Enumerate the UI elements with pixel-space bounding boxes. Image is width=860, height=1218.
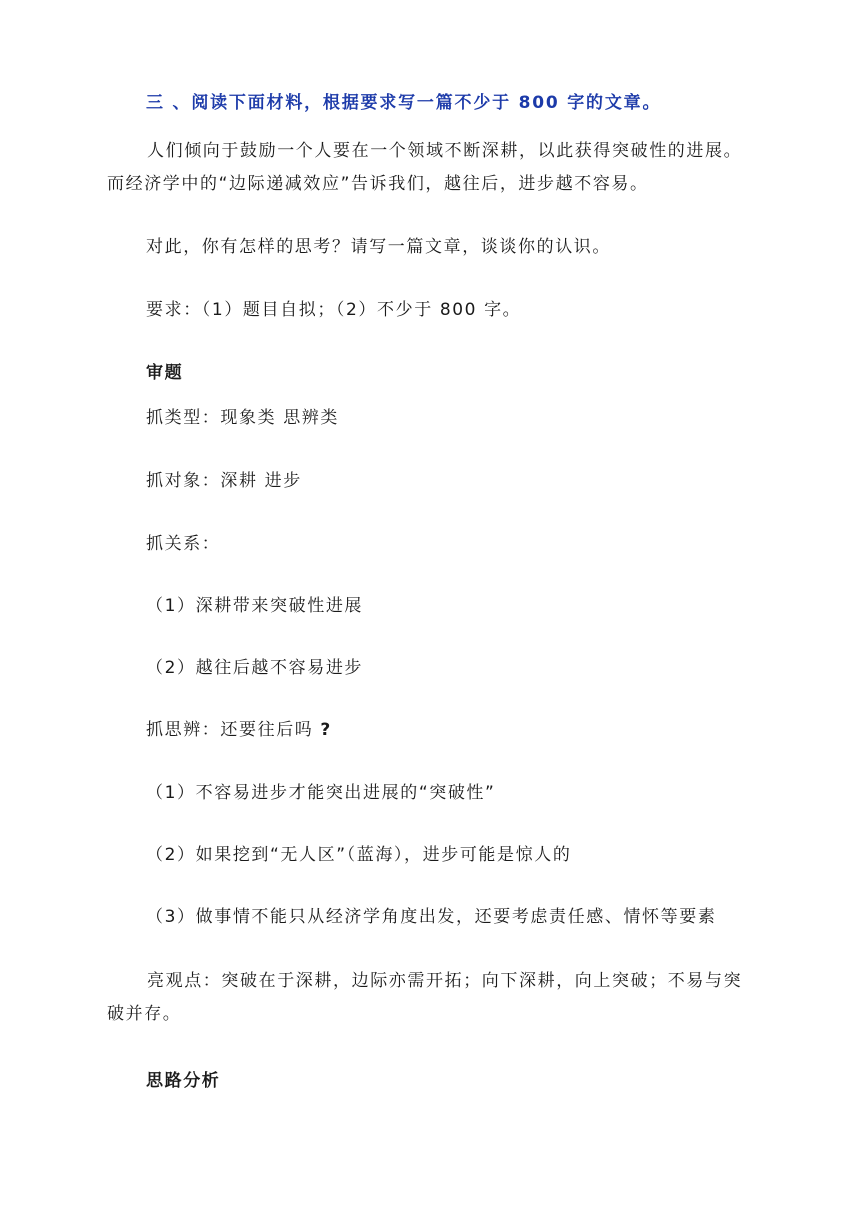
relation-item: （2）越往后越不容易进步	[146, 658, 364, 678]
thinking-item: （3）做事情不能只从经济学角度出发，还要考虑责任感、情怀等要素	[146, 907, 717, 927]
prompt-line: 对此，你有怎样的思考？请写一篇文章，谈谈你的认识。	[146, 237, 611, 257]
grasp-thinking-line	[146, 718, 332, 742]
grasp-relation-line: 抓关系：	[146, 534, 221, 554]
requirements-line: 要求：（1）题目自拟；（2）不少于 800 字。	[146, 300, 522, 320]
material-paragraph: 人们倾向于鼓励一个人要在一个领域不断深耕，以此获得突破性的进展。而经济学中的“边际递减效应”告诉我们，越往后，进步越不容易。	[107, 141, 743, 194]
section-heading-review: 审题	[146, 363, 184, 383]
grasp-thinking-text: 抓思辨：还要往后吗	[146, 720, 314, 740]
grasp-thinking-mark: ?	[320, 720, 332, 740]
thinking-item: （1）不容易进步才能突出进展的“突破性”	[146, 783, 496, 803]
section-heading-analysis: 思路分析	[146, 1071, 221, 1091]
task-heading: 三 、阅读下面材料，根据要求写一篇不少于 800 字的文章。	[146, 93, 662, 113]
grasp-type-line: 抓类型：现象类 思辨类	[146, 408, 340, 428]
thinking-item: （2）如果挖到“无人区”（蓝海），进步可能是惊人的	[146, 845, 572, 865]
viewpoint-paragraph: 亮观点：突破在于深耕，边际亦需开拓；向下深耕，向上突破；不易与突破并存。	[107, 971, 743, 1024]
grasp-object-line: 抓对象：深耕 进步	[146, 471, 302, 491]
relation-item: （1）深耕带来突破性进展	[146, 596, 364, 616]
